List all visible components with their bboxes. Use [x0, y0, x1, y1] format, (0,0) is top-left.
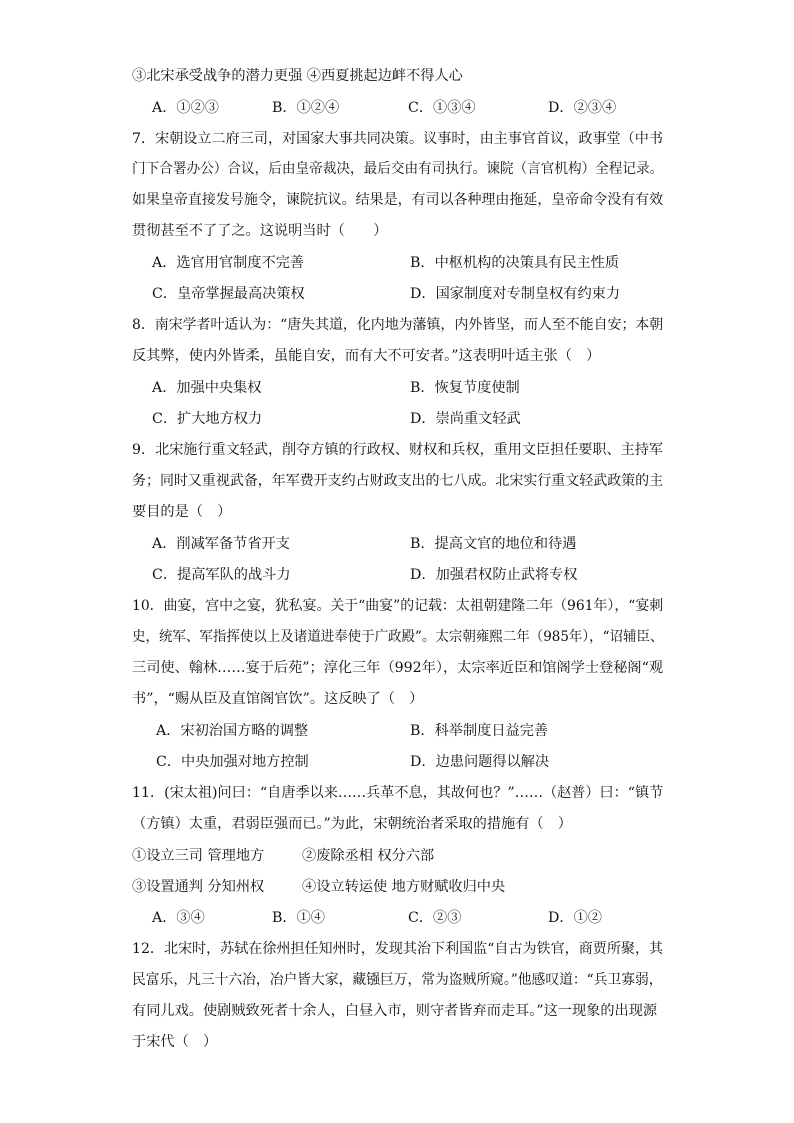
q10-option-d[interactable]: D．边患问题得以解决 — [410, 754, 550, 770]
q10-option-b[interactable]: B．科举制度日益完善 — [410, 723, 549, 739]
q9-option-a[interactable]: A．削减军备节省开支 — [152, 536, 290, 552]
q8-option-b[interactable]: B．恢复节度使制 — [410, 380, 520, 396]
q8-option-d[interactable]: D．崇尚重文轻武 — [410, 411, 521, 427]
q12-stem-line-2: 民富乐，凡三十六冶，冶户皆大家，藏镪巨万，常为盗贼所窥。”他感叹道：“兵卫寡弱， — [132, 972, 663, 988]
q11-statement-3: ③设置通判 分知州权 — [132, 879, 265, 895]
q7-stem-line-3: 如果皇帝直接发号施令，谏院抗议。结果是，有司以各种理由拖延，皇帝命令没有有效 — [132, 192, 664, 208]
q11-statement-4: ④设立转运使 地方财赋收归中央 — [302, 879, 506, 895]
q11-option-a[interactable]: A．③④ — [152, 910, 205, 926]
q11-stem-line-1: 11．(宋太祖)问曰：“自唐季以来……兵革不息，其故何也？”……（赵普）曰：“镇节 — [132, 785, 664, 801]
q10-stem-line-4: 书”，“赐从臣及直馆阁官饮”。这反映了（ ） — [132, 691, 424, 707]
q9-option-b[interactable]: B．提高文官的地位和待遇 — [410, 536, 577, 552]
q11-statement-2: ②废除丞相 权分六部 — [302, 848, 435, 864]
q6-option-d[interactable]: D．②③④ — [548, 100, 617, 116]
q10-option-a[interactable]: A．宋初治国方略的调整 — [156, 723, 309, 739]
q10-stem-line-3: 三司使、翰林……宴于后苑”；淳化三年（992年），太宗率近臣和馆阁学士登秘阁“观 — [132, 660, 664, 676]
q7-option-c[interactable]: C．皇帝掌握最高决策权 — [152, 286, 305, 302]
q8-stem-line-1: 8．南宋学者叶适认为：“唐失其道，化内地为藩镇，内外皆坚，而人至不能自安；本朝 — [132, 317, 664, 333]
q7-stem-line-1: 7．宋朝设立二府三司，对国家大事共同决策。议事时，由主事官首议，政事堂（中书 — [132, 131, 663, 147]
q7-option-d[interactable]: D．国家制度对专制皇权有约束力 — [410, 286, 621, 302]
q8-option-a[interactable]: A．加强中央集权 — [152, 380, 262, 396]
q6-option-a[interactable]: A．①②③ — [152, 100, 219, 116]
q7-stem-line-2: 门下合署办公）合议，后由皇帝裁决，最后交由有司执行。谏院（言官机构）全程记录。 — [132, 161, 664, 177]
q7-option-a[interactable]: A．选官用官制度不完善 — [152, 255, 305, 271]
q11-statement-1: ①设立三司 管理地方 — [132, 848, 265, 864]
q10-option-c[interactable]: C．中央加强对地方控制 — [156, 754, 309, 770]
q11-option-b[interactable]: B．①④ — [272, 910, 325, 926]
q11-option-d[interactable]: D．①② — [548, 910, 602, 926]
q9-stem-line-1: 9．北宋施行重文轻武，削夺方镇的行政权、财权和兵权，重用文臣担任要职、主持军 — [132, 442, 663, 458]
q6-statement-line: ③北宋承受战争的潜力更强 ④西夏挑起边衅不得人心 — [132, 68, 463, 84]
q7-option-b[interactable]: B．中枢机构的决策具有民主性质 — [410, 255, 620, 271]
q7-stem-line-4: 贯彻甚至不了了之。这说明当时（ ） — [132, 223, 388, 239]
q12-stem-line-4: 于宋代（ ） — [132, 1034, 218, 1050]
q8-option-c[interactable]: C．扩大地方权力 — [152, 411, 263, 427]
q9-option-d[interactable]: D．加强君权防止武将专权 — [410, 567, 578, 583]
q8-stem-line-2: 反其弊，使内外皆柔，虽能自安，而有大不可安者。”这表明叶适主张（ ） — [132, 348, 601, 364]
q11-option-c[interactable]: C．②③ — [408, 910, 462, 926]
q6-option-b[interactable]: B．①②④ — [272, 100, 340, 116]
q12-stem-line-3: 有同儿戏。使剧贼致死者十余人，白昼入市，则守者皆弃而走耳。”这一现象的出现源 — [132, 1003, 658, 1019]
q9-option-c[interactable]: C．提高军队的战斗力 — [152, 567, 291, 583]
q9-stem-line-3: 要目的是（ ） — [132, 504, 232, 520]
q10-stem-line-1: 10．曲宴，宫中之宴，犹私宴。关于“曲宴”的记载：太祖朝建隆二年（961年），“宴刺 — [132, 598, 664, 614]
q10-stem-line-2: 史，统军、军指挥使以上及诸道进奉使于广政殿”。太宗朝雍熙二年（985年），“诏辅臣、 — [132, 629, 664, 645]
q11-stem-line-2: （方镇）太重，君弱臣强而已。”为此，宋朝统治者采取的措施有（ ） — [132, 816, 572, 832]
q6-option-c[interactable]: C．①③④ — [408, 100, 476, 116]
q9-stem-line-2: 务；同时又重视武备，年军费开支约占财政支出的七八成。北宋实行重文轻武政策的主 — [132, 473, 664, 489]
q12-stem-line-1: 12．北宋时，苏轼在徐州担任知州时，发现其治下利国监“自古为铁官，商贾所聚，其 — [132, 941, 664, 957]
